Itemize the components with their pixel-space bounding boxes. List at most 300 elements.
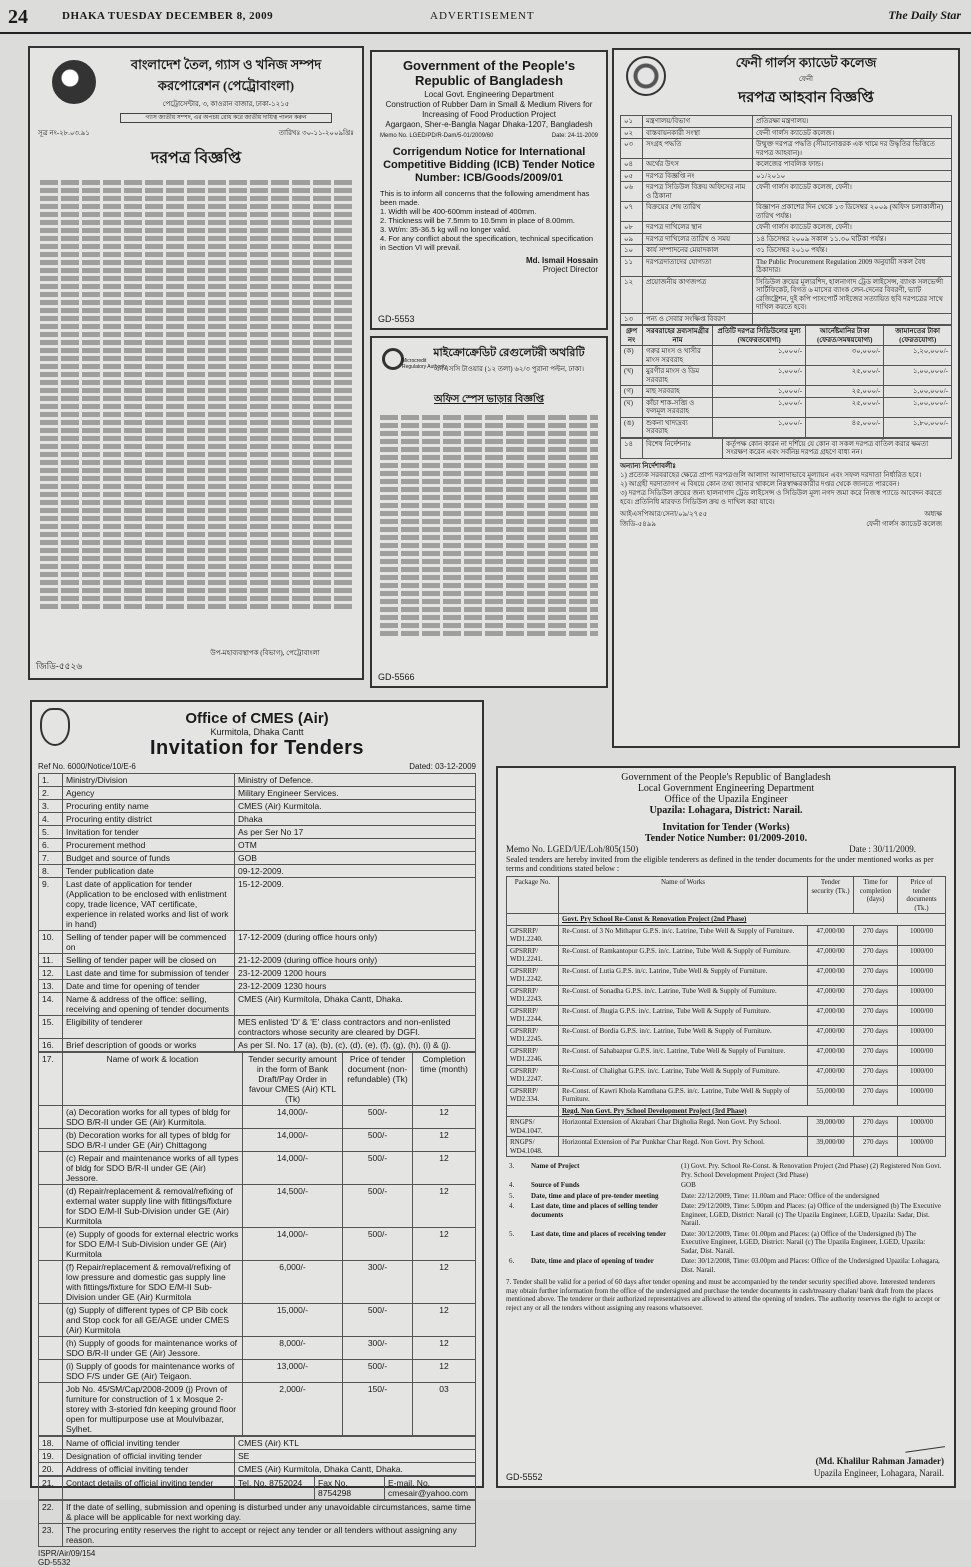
row-value: OTM xyxy=(235,839,476,852)
group-row xyxy=(507,914,946,926)
item-cell: ৪৫,০০০/- xyxy=(806,417,884,437)
tender-security: 47,000/00 xyxy=(808,945,854,965)
row-number: ১৩ xyxy=(621,313,643,325)
row-label: মন্ত্রণালয়/বিভাগ xyxy=(643,116,753,128)
term-number: 6. xyxy=(509,1257,515,1265)
row-value: CMES (Air) KTL xyxy=(235,1437,476,1450)
table-row xyxy=(621,202,952,222)
row-value: 23-12-2009 1200 hours xyxy=(235,967,476,980)
document-price: 1000/00 xyxy=(898,945,946,965)
contact-label: Contact details of official inviting tender xyxy=(63,1477,235,1500)
row-number: 6. xyxy=(39,839,63,852)
row-label: Ministry/Division xyxy=(63,774,235,787)
work-description: (i) Supply of goods for maintenance works of SDO F/S under GE (Air) Teigaon. xyxy=(63,1360,243,1383)
item-cell: ১,২০,০০০/- xyxy=(884,346,952,366)
row-value: 21-12-2009 (during office hours only) xyxy=(235,954,476,967)
lohagara-dept: Local Government Engineering Department xyxy=(637,783,815,794)
item-cell: ১,৮০,০০০/- xyxy=(884,417,952,437)
group-no: (ঘ) xyxy=(621,397,643,417)
table-row xyxy=(507,965,946,985)
table-row xyxy=(507,1025,946,1045)
table-row xyxy=(39,1228,476,1261)
corrigendum-signer-title: Project Director xyxy=(542,265,598,274)
completion-time: 12 xyxy=(413,1106,476,1129)
completion-days: 270 days xyxy=(854,945,898,965)
row-label: দরপত্রদাতাদের যোগ্যতা xyxy=(643,256,753,276)
work-name: Re-Const. of Sonadha G.P.S. in/c. Latrine, Tube Well & Supply of Furniture. xyxy=(559,985,808,1005)
work-name: Re-Const. of Kawri Khola Kamthana G.P.S. in/c. Latrine, Tube Well & Supply of Furniture. xyxy=(559,1085,808,1105)
row-value: ১৪ ডিসেম্বর ২০০৯ সকাল ১১.৩০ ঘটিকা পর্যন্ত। xyxy=(753,233,952,245)
lohagara-title: Invitation for Tender (Works) xyxy=(662,822,790,833)
tender-security: 8,000/- xyxy=(243,1337,343,1360)
row-number: 7. xyxy=(39,852,63,865)
row-value: কলেজের পাবলিক ফান্ড। xyxy=(753,159,952,171)
table-row xyxy=(39,800,476,813)
row-label: Last date and time for submission of tender xyxy=(63,967,235,980)
tender-security: 47,000/00 xyxy=(808,1065,854,1085)
row-label: দরপত্র সিডিউল বিক্রয় অফিসের নাম ও ঠিকানা xyxy=(643,182,753,202)
completion-time: 12 xyxy=(413,1360,476,1383)
group-spacer xyxy=(507,1105,559,1117)
corrigendum-item: 1. Width will be 400-600mm instead of 400mm. xyxy=(380,207,537,216)
table-row xyxy=(507,1005,946,1025)
tender-security: 47,000/00 xyxy=(808,985,854,1005)
package-no: GPSRRP/ WD1.2245. xyxy=(507,1025,559,1045)
row-value: প্রতিরক্ষা মন্ত্রণালয়। xyxy=(753,116,952,128)
petrobangla-logo xyxy=(52,60,96,104)
cmes-info-table xyxy=(38,773,476,1052)
contact-email: E-mail. No. cmesair@yahoo.com xyxy=(385,1477,476,1500)
table-row xyxy=(39,813,476,826)
mra-gd: GD-5566 xyxy=(378,672,415,682)
table-row xyxy=(621,417,952,437)
document-price: 300/- xyxy=(343,1337,413,1360)
row-label: বিক্রয়ের শেষ তারিখ xyxy=(643,202,753,222)
lohagara-col-header: Tender security (Tk.) xyxy=(808,877,854,914)
mra-subtitle: অফিস স্পেস ভাড়ার বিজ্ঞপ্তি xyxy=(433,394,545,405)
cmes-info-table-2 xyxy=(38,1436,476,1476)
row-value: As per SI. No. 17 (a), (b), (c), (d), (e), (f), (g), (h), (i) & (j). xyxy=(235,1039,476,1052)
row-number: 19. xyxy=(39,1450,63,1463)
row-value: উন্মুক্ত দরপত্র পদ্ধতি (সীমানোত্তরক এক খামে দর উদ্ধৃতির ভিত্তিতে দরপত্র আহবান)। xyxy=(753,139,952,159)
item-cell: মুরগীর মাংস ও ডিম সরবরাহ xyxy=(643,366,713,386)
petrobangla-ad xyxy=(28,46,364,680)
item-cell: ১,০০০/- xyxy=(713,366,806,386)
feni-col-header: প্রতিটি দরপত্র সিডিউলের মূল্য (অফেরতযোগ্য) xyxy=(713,326,806,346)
row-label: দরপত্র দাখিলের স্থান xyxy=(643,222,753,234)
table-row xyxy=(621,127,952,139)
engineer-signature xyxy=(903,1429,945,1452)
tender-security: 14,000/- xyxy=(243,1106,343,1129)
term-label: Last date, time and places of receiving tender xyxy=(531,1229,667,1238)
feni-info-table xyxy=(620,115,952,325)
table-row xyxy=(506,1201,946,1229)
completion-time: 12 xyxy=(413,1185,476,1228)
completion-days: 270 days xyxy=(854,1117,898,1137)
tender-security: 14,000/- xyxy=(243,1129,343,1152)
row-value: CMES (Air) Kurmitola, Dhaka Cantt, Dhaka. xyxy=(235,1463,476,1476)
feni-other-item: ১) প্রত্যেক সরবরাহের ক্ষেত্রে প্রাপ্য দরপত্রগুলি আলাদা আলাদাভাবে মূল্যায়ন এবং সফল দরদাতা নির্ধারিত হবে। xyxy=(620,470,922,479)
item-cell: ১,০০০/- xyxy=(713,417,806,437)
work-name: Re-Const. of 3 No Mithapur G.P.S. in/c. Latrine, Tube Well & Supply of Furniture. xyxy=(559,925,808,945)
row-number: 13. xyxy=(39,980,63,993)
item-cell: ১,০০০/- xyxy=(713,346,806,366)
group-spacer xyxy=(507,914,559,926)
item-cell: মাছ সরবরাহ xyxy=(643,386,713,398)
petrobangla-address: পেট্রোসেন্টার, ৩, কাওরান বাজার, ঢাকা-১২১৫ xyxy=(162,100,290,108)
package-no: GPSRRP/ WD1.2243. xyxy=(507,985,559,1005)
corrigendum-title: Corrigendum Notice for International Competitive Bidding (ICB) Tender Notice Number: ICB/Goods/2009/01 xyxy=(383,146,595,184)
lohagara-gov: Government of the People's Republic of Bangladesh xyxy=(621,772,831,783)
tender-security: 14,500/- xyxy=(243,1185,343,1228)
table-row xyxy=(507,945,946,965)
row-number: ০৩ xyxy=(621,139,643,159)
completion-days: 270 days xyxy=(854,1005,898,1025)
row-spacer xyxy=(39,1152,63,1185)
document-price: 1000/00 xyxy=(898,1085,946,1105)
document-price: 500/- xyxy=(343,1185,413,1228)
feni-sub: ফেনী xyxy=(798,75,814,83)
petrobangla-org: বাংলাদেশ তৈল, গ্যাস ও খনিজ সম্পদ xyxy=(130,57,322,72)
tender-security: 2,000/- xyxy=(243,1383,343,1436)
table-row xyxy=(39,1152,476,1185)
lohagara-office: Office of the Upazila Engineer xyxy=(664,794,788,805)
section-label: ADVERTISEMENT xyxy=(430,10,535,22)
term-value: (1) Govt. Pry. School Re-Const. & Renovation Project (2nd Phase) (2) Registered Non Govt. Pry. School Development Project (3rd Phase) xyxy=(681,1162,942,1179)
term-label: Date, time and place of pre-tender meeting xyxy=(531,1191,659,1200)
completion-days: 270 days xyxy=(854,1045,898,1065)
tender-security: 14,000/- xyxy=(243,1152,343,1185)
table-row xyxy=(507,1137,946,1157)
completion-time: 12 xyxy=(413,1304,476,1337)
item-cell: কাঁচা শাক-সব্জি ও ফলমূল সরবরাহ xyxy=(643,397,713,417)
table-row xyxy=(621,233,952,245)
package-no: GPSRRP/ WD1.2241. xyxy=(507,945,559,965)
row-value: Ministry of Defence. xyxy=(235,774,476,787)
table-row xyxy=(39,1261,476,1304)
table-row xyxy=(621,245,952,257)
petrobangla-signer: উপ-মহাব্যবস্থাপক (বিভাগ), পেট্রোবাংলা xyxy=(210,649,320,657)
feni-col-header: সরবরাহের দ্রব্যসামগ্রীর নাম xyxy=(643,326,713,346)
table-row xyxy=(39,931,476,954)
lohagara-term-7: 7. Tender shall be valid for a period of 60 days after tender opening and must be accompanied by the tender security specified above. Interested tenderers may obtain further information from the office of the undersigned and purchase the tender documents in cash/treasury chalan/ bank draft from the places mentioned above. The tenderer or their authorized representatives are allowed to attend the opening of tenders. The authority reserves the right to accept or reject any or all the tenders without assigning any reasons whatsoever. xyxy=(506,1278,941,1312)
row-label: Budget and source of funds xyxy=(63,852,235,865)
feni-col-header: জামানতের টাকা (ফেরতযোগ্য) xyxy=(884,326,952,346)
cadet-college-emblem xyxy=(626,56,666,96)
completion-days: 270 days xyxy=(854,1137,898,1157)
group-no: (খ) xyxy=(621,366,643,386)
row-label: Invitation for tender xyxy=(63,826,235,839)
completion-days: 270 days xyxy=(854,1065,898,1085)
contact-fax: Fax No. 8754298 xyxy=(315,1477,385,1500)
table-row xyxy=(621,366,952,386)
row-label: Brief description of goods or works xyxy=(63,1039,235,1052)
table-row xyxy=(39,1016,476,1039)
row-label: Selling of tender paper will be closed on xyxy=(63,954,235,967)
document-price: 150/- xyxy=(343,1383,413,1436)
term-number: 5. xyxy=(509,1229,515,1238)
petrobangla-title: দরপত্র বিজ্ঞপ্তি xyxy=(150,150,242,167)
package-no: GPSRRP/ WD1.2240. xyxy=(507,925,559,945)
petrobangla-date: তারিখঃ ৩০-১১-২০০৯খ্রিঃ xyxy=(278,129,354,137)
table-row xyxy=(507,985,946,1005)
tender-security: 47,000/00 xyxy=(808,965,854,985)
row-label: Selling of tender paper will be commenced on xyxy=(63,931,235,954)
table-row xyxy=(39,1383,476,1436)
tender-security: 39,000/00 xyxy=(808,1117,854,1137)
newspaper-name: The Daily Star xyxy=(888,8,961,22)
lohagara-col-header: Package No. xyxy=(507,877,559,914)
corrigendum-signer: Md. Ismail Hossain xyxy=(525,256,598,265)
term-number: 4. xyxy=(509,1181,515,1189)
document-price: 1000/00 xyxy=(898,925,946,945)
row-value: ফেনী গার্লস ক্যাডেট কলেজ, ফেনী। xyxy=(753,182,952,202)
cmes-contact-table xyxy=(38,1476,476,1500)
table-row xyxy=(621,222,952,234)
table-row xyxy=(621,139,952,159)
table-row xyxy=(506,1191,946,1202)
table-row xyxy=(507,1045,946,1065)
document-price: 1000/00 xyxy=(898,985,946,1005)
row-label: Procuring entity name xyxy=(63,800,235,813)
cmes-dated: Dated: 03-12-2009 xyxy=(409,762,476,771)
work-description: (g) Supply of different types of CP Bib cock and Stop cock for all GE/AGE under CMES (Air) Kurmitola xyxy=(63,1304,243,1337)
work-description: (c) Repair and maintenance works of all types of bldg for SDO B/R-II under GE (Air) Jessore. xyxy=(63,1152,243,1185)
contact-tel: Tel. No. 8752024 xyxy=(235,1477,315,1500)
row-spacer xyxy=(39,1261,63,1304)
row-number: ০৭ xyxy=(621,202,643,222)
feni-title: ফেনী গার্লস ক্যাডেট কলেজ xyxy=(735,55,877,70)
tender-security: 15,000/- xyxy=(243,1304,343,1337)
table-row xyxy=(506,1256,946,1275)
row-label: পন্য ও সেবার সংক্ষিপ্ত বিবরণ xyxy=(643,313,753,325)
table-row xyxy=(621,116,952,128)
term-label: Source of Funds xyxy=(531,1181,580,1189)
table-row xyxy=(39,1304,476,1337)
table-row xyxy=(621,182,952,202)
row-spacer xyxy=(39,1129,63,1152)
petrobangla-memo: সূত্র নং-২৮.০৩.৯১ xyxy=(38,129,90,137)
item-cell: ২৫,০০০/- xyxy=(806,366,884,386)
document-price: 500/- xyxy=(343,1152,413,1185)
table-row xyxy=(621,256,952,276)
works-col-header: Tender security amount in the form of Bank Draft/Pay Order in favour CMES (Air) KTL (Tk) xyxy=(243,1053,343,1106)
masthead xyxy=(0,0,971,34)
row-spacer xyxy=(39,1185,63,1228)
table-row xyxy=(621,346,952,366)
item-cell: ১,০০০/- xyxy=(713,386,806,398)
row-value: CMES (Air) Kurmitola, Dhaka Cantt, Dhaka. xyxy=(235,993,476,1016)
term-value: GOB xyxy=(681,1181,696,1189)
item-cell: ১,০০০/- xyxy=(713,397,806,417)
table-row xyxy=(39,787,476,800)
document-price: 1000/00 xyxy=(898,1045,946,1065)
work-name: Re-Const. of Sahabazpur G.P.S. in/c. Latrine, Tube Well & Supply of Furniture. xyxy=(559,1045,808,1065)
mra-ad xyxy=(370,336,608,688)
table-row xyxy=(39,980,476,993)
term-label: Date, time and place of opening of tender xyxy=(531,1257,654,1265)
lohagara-col-header: Time for completion (days) xyxy=(854,877,898,914)
work-description: Job No. 45/SM/Cap/2008-2009 (j) Provn of furniture for construction of 1 x Mosque 2-storey with 3-storied fdn keeping ground floor open for multipurpose use at Moulvibazar, Sylhet. xyxy=(63,1383,243,1436)
tender-security: 13,000/- xyxy=(243,1360,343,1383)
works-col-header: Completion time (month) xyxy=(413,1053,476,1106)
cmes-tender-ad xyxy=(30,700,484,1567)
corrigendum-item: 3. Wt/m: 35-36.5 kg will no longer valid. xyxy=(380,225,511,234)
completion-time: 12 xyxy=(413,1228,476,1261)
table-row xyxy=(39,1106,476,1129)
row-number: 18. xyxy=(39,1437,63,1450)
work-name: Horizontal Extension of Par Punkhar Char Regd. Non Govt. Pry School. xyxy=(559,1137,808,1157)
row-number: 9. xyxy=(39,878,63,931)
completion-time: 12 xyxy=(413,1261,476,1304)
row-value: ৩১ ডিসেম্বর ২০১০ পর্যন্ত। xyxy=(753,245,952,257)
lohagara-signer: (Md. Khalilur Rahman Jamader) xyxy=(815,1456,944,1466)
cmes-office: Office of CMES (Air) xyxy=(185,710,329,727)
term-value: Date: 22/12/2009, Time: 11.00am and Place: Office of the undersigned xyxy=(681,1191,880,1200)
row-number: ০৬ xyxy=(621,182,643,202)
row-number: ০৫ xyxy=(621,170,643,182)
row-spacer xyxy=(39,1360,63,1383)
term-value: Date: 30/12/2008, Time: 03.00pm and Places: Office of the Undersigned Upazila: Lohagara, Dist. Narail. xyxy=(681,1257,940,1274)
row-value: GOB xyxy=(235,852,476,865)
row-number: 20. xyxy=(39,1463,63,1476)
group-row xyxy=(507,1105,946,1117)
feni-col-header: আর্নেষ্টমানির টাকা (ফেরত/সমন্বয়যোগ্য) xyxy=(806,326,884,346)
item-cell: ২৫,০০০/- xyxy=(806,386,884,398)
row-label: Address of official inviting tender xyxy=(63,1463,235,1476)
row-spacer xyxy=(39,1337,63,1360)
row-number: ০৮ xyxy=(621,222,643,234)
feni-row14 xyxy=(620,438,952,459)
lged-lohagara-tender-ad xyxy=(496,766,956,1488)
table-row xyxy=(621,313,952,325)
work-description: (b) Decoration works for all types of bldg for SDO B/R-I under GE (Air) Chittagong xyxy=(63,1129,243,1152)
feni-other-item: ২) আগ্রহী দরদাতাগণ এ বিষয়ে কোন তথ্য জানার থাকলে নিম্নস্বাক্ষরকারীর দপ্তর থেকে জানতে পারবেন। xyxy=(620,479,900,488)
cmes-gd: GD-5532 xyxy=(38,1558,71,1567)
feni-items-table xyxy=(620,325,952,438)
mra-body-text xyxy=(380,415,598,636)
cmes-ref: Ref No. 6000/Notice/10/E-6 xyxy=(38,762,136,771)
cmes-notes-table: 22. If the date of selling, submission and opening is disturbed under any unavoidable circumstances, same time & place will be applicable for next working day. 23. The procuring entity reserves the right to accept or reject any tender or all tenders without assigning any reason. xyxy=(38,1500,476,1547)
document-price: 1000/00 xyxy=(898,965,946,985)
table-row xyxy=(506,1229,946,1257)
term-number: 3. xyxy=(509,1162,515,1170)
feni-gd: জিডি-৫৪৯৯ xyxy=(620,519,656,528)
row-number: 3. xyxy=(39,800,63,813)
tender-security: 55,000/00 xyxy=(808,1085,854,1105)
table-row xyxy=(39,1360,476,1383)
row-value xyxy=(753,313,952,325)
row-value: MES enlisted 'D' & 'E' class contractors and non-enlisted contractors whose security are cleared by DGFI. xyxy=(235,1016,476,1039)
corrigendum-item: 2. Thickness will be 7.5mm to 10.5mm in place of 8.00mm. xyxy=(380,216,575,225)
feni-other-item: ৩) দরপত্র সিডিউল ক্রয়ের জন্য হালনাগাদ ট্রেড লাইসেন্স ও সিডিউল মূল্য নগদ জমা করে নিজস্ব প্যাডে আবেদন করতে হবে। প্রতিনিধি মারফত সিডিউল ক্রয় ও দাখিল করা যাবে। xyxy=(620,488,942,506)
lohagara-col-header: Price of tender documents (Tk.) xyxy=(898,877,946,914)
package-no: RNGPS/ WD4.1048. xyxy=(507,1137,559,1157)
table-row xyxy=(39,826,476,839)
works-col-header: Name of work & location xyxy=(63,1053,243,1106)
lohagara-terms-table xyxy=(506,1161,946,1275)
term-label: Last date, time and places of selling tender documents xyxy=(531,1202,659,1219)
row-number: ১২ xyxy=(621,276,643,313)
document-price: 1000/00 xyxy=(898,1065,946,1085)
package-no: GPSRRP/ WD2.334. xyxy=(507,1085,559,1105)
corrigendum-intro: This is to inform all concerns that the following amendment has been made. xyxy=(380,189,590,207)
group-title: Govt. Pry School Re-Const & Renovation Project (2nd Phase) xyxy=(559,914,946,926)
term-number: 5. xyxy=(509,1191,515,1200)
feni-other-title: অন্যান্য নির্দেশাবলীঃ xyxy=(620,461,676,470)
petrobangla-org2: করপোরেশন (পেট্রোবাংলা) xyxy=(157,78,295,93)
corrigendum-memo: Memo No. LGED/PD/R-Dam/5-01/2009/60 xyxy=(380,133,494,139)
group-no: (ঙ) xyxy=(621,417,643,437)
table-row xyxy=(39,878,476,931)
row-label: Tender publication date xyxy=(63,865,235,878)
mra-title: মাইক্রোক্রেডিট রেগুলেটরী অথরিটি xyxy=(433,347,585,359)
tender-security: 39,000/00 xyxy=(808,1137,854,1157)
corrigendum-project: Construction of Rubber Dam in Small & Medium Rivers for Increasing of Food Production Project xyxy=(385,100,593,119)
row-number: 1. xyxy=(39,774,63,787)
table-row xyxy=(39,1463,476,1476)
table-row xyxy=(621,170,952,182)
row-value: 15-12-2009. xyxy=(235,878,476,931)
row-value: As per Ser No 17 xyxy=(235,826,476,839)
item-cell: ৩০,০০০/- xyxy=(806,346,884,366)
row-number: ১১ xyxy=(621,256,643,276)
row-number: 10. xyxy=(39,931,63,954)
lohagara-notice: Tender Notice Number: 01/2009-2010. xyxy=(644,833,808,844)
group-title: Regd. Non Govt. Pry School Development Project (3rd Phase) xyxy=(559,1105,946,1117)
mra-logo xyxy=(382,348,404,370)
table-row xyxy=(39,1450,476,1463)
cmes-note-23: The procuring entity reserves the right to accept or reject any tender or all tenders without assigning any reason. xyxy=(63,1524,476,1547)
cmes-emblem xyxy=(40,708,70,746)
table-row xyxy=(39,993,476,1016)
row-label: কার্য সম্পাদনের মেয়াদকাল xyxy=(643,245,753,257)
row-value: ০১/২০১০ xyxy=(753,170,952,182)
row-number: 5. xyxy=(39,826,63,839)
row-spacer xyxy=(39,1228,63,1261)
lohagara-col-header: Name of Works xyxy=(559,877,808,914)
document-price: 1000/00 xyxy=(898,1005,946,1025)
lohagara-memo: Memo No. LGED/UE/Loh/805(150) xyxy=(506,844,639,854)
lohagara-place: Upazila: Lohagara, District: Narail. xyxy=(649,805,803,816)
package-no: GPSRRP/ WD1.2246. xyxy=(507,1045,559,1065)
corrigendum-item: 4. For any conflict about the specification, technical specification in Section VI will prevail. xyxy=(380,234,594,252)
cmes-address: Kurmitola, Dhaka Cantt xyxy=(210,727,304,737)
feni-col-header: গ্রুপ নং xyxy=(621,326,643,346)
completion-time: 03 xyxy=(413,1383,476,1436)
row-value: Military Engineer Services. xyxy=(235,787,476,800)
table-row xyxy=(39,852,476,865)
row-value: CMES (Air) Kurmitola. xyxy=(235,800,476,813)
feni-memo: আইএসপিআর/সেনা/০৯/২৭৫৫ xyxy=(620,509,708,518)
tender-security: 6,000/- xyxy=(243,1261,343,1304)
row-number: 14. xyxy=(39,993,63,1016)
feni-cadet-college-ad xyxy=(612,48,960,748)
work-name: Re-Const. of Chalighat G.P.S. in/c. Latrine, Tube Well & Supply of Furniture. xyxy=(559,1065,808,1085)
work-name: Re-Const. of Bordia G.P.S. in/c. Latrine, Tube Well & Supply of Furniture. xyxy=(559,1025,808,1045)
row-number: 4. xyxy=(39,813,63,826)
table-row xyxy=(39,774,476,787)
item-cell: ২৫,০০০/- xyxy=(806,397,884,417)
row-label: Last date of application for tender (Application to be enclosed with enlistment copy, trade licence, VAT certificate, experience in related works and list of work in hand) xyxy=(63,878,235,931)
table-row xyxy=(507,925,946,945)
row-value: SE xyxy=(235,1450,476,1463)
table-row xyxy=(39,1437,476,1450)
row-label: Procuring entity district xyxy=(63,813,235,826)
lohagara-date: Date : 30/11/2009. xyxy=(849,844,916,854)
row-label: বাস্তবায়নকারী সংস্থা xyxy=(643,127,753,139)
table-row xyxy=(506,1161,946,1180)
